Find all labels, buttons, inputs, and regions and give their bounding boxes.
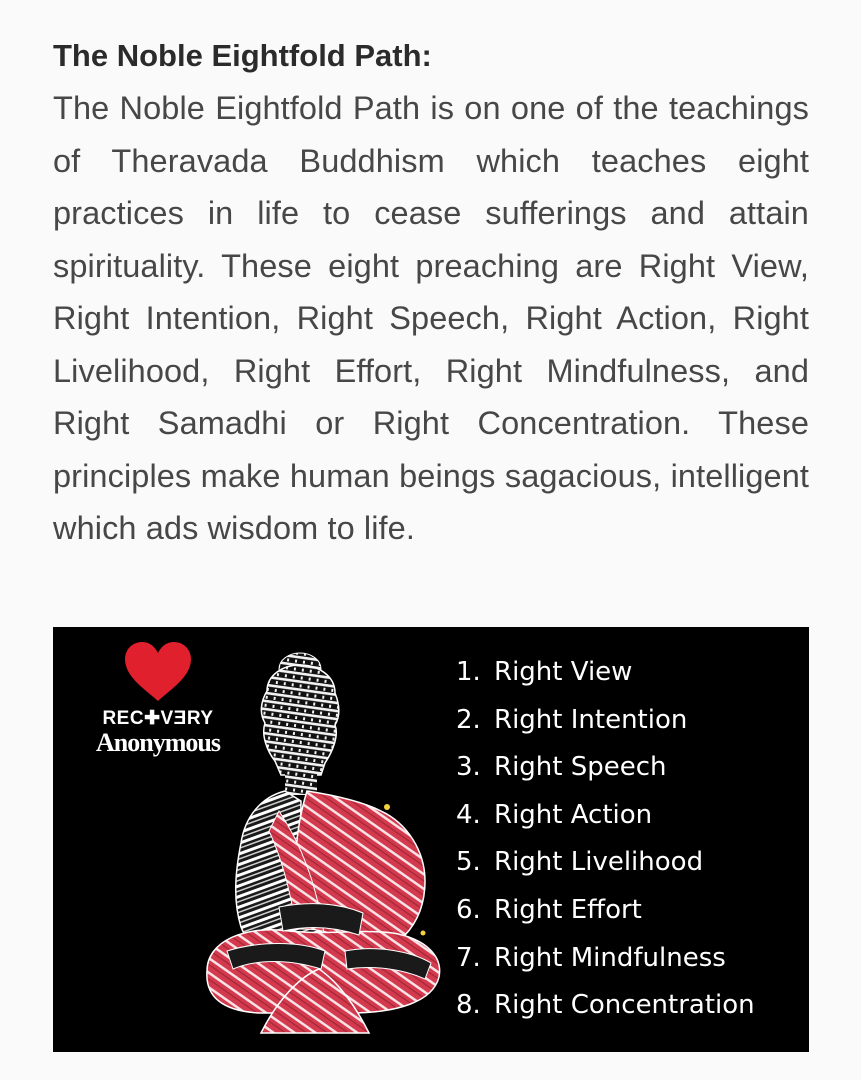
article [53,30,809,555]
eightfold-path-image [53,627,809,1052]
list-item: 6. Right Effort [456,894,642,925]
list-item: 1. Right View [456,657,633,687]
list-item: 3. Right Speech [456,752,667,783]
list-item: 5. Right Livelihood [456,847,704,878]
list-item: 7. Right Mindfulness [456,942,726,973]
buddha-figure [149,651,449,1036]
brand-bottom-text: Anonymous [96,728,220,757]
article-heading: The Noble Eightfold Path: [53,38,432,73]
list-item: 2. Right Intention [456,704,688,735]
list-item: 8. Right Concentration [456,990,755,1021]
brand-top-text: REC✚VƎRY [102,708,214,729]
eightfold-path-list [456,649,755,1030]
article-paragraph: The Noble Eightfold Path is on one of the teachings of Theravada Buddhism which teaches eight practices in life to cease sufferings and attain spirituality. These eight preaching are Right View, Right Intention, Right Speech, Right Action, Right Livelihood, Right Effort, Right Mindfulness, and Right Samadhi or Right Concentration. These principles make human beings sagacious, intelligent which ads wisdom to life. [53,90,809,546]
list-item: 4. Right Action [456,799,653,830]
